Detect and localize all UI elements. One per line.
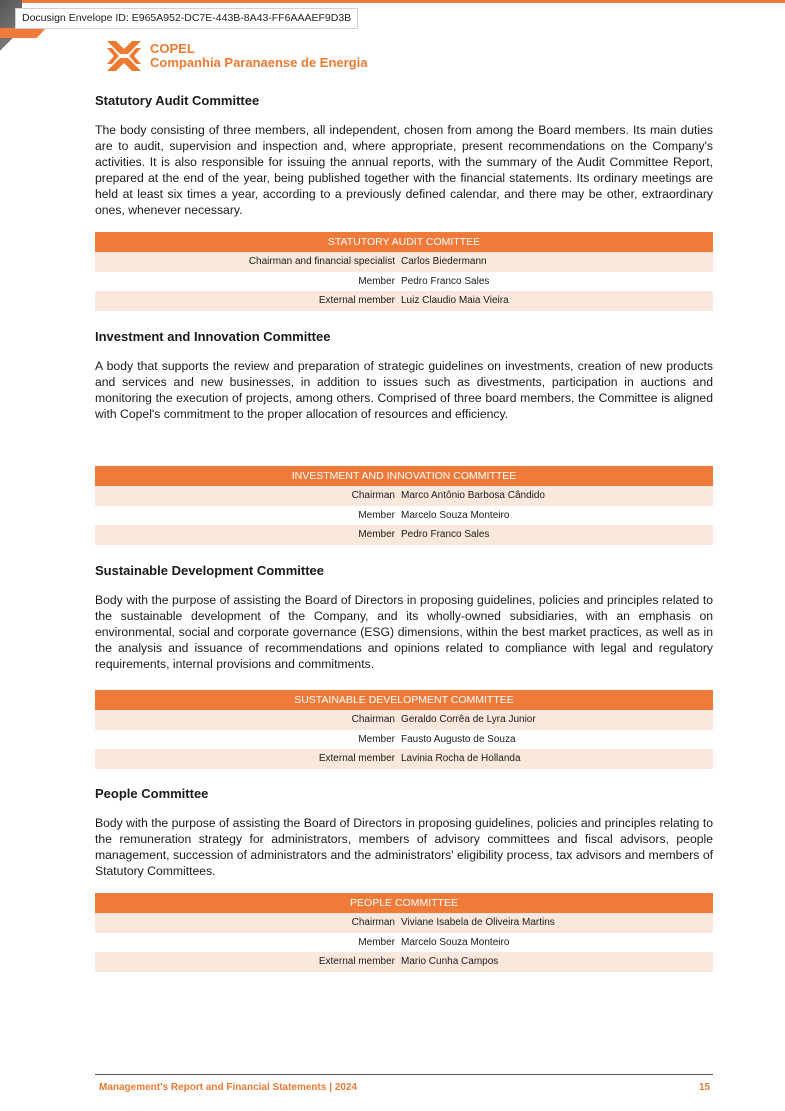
table-row bbox=[95, 730, 713, 750]
member-role: External member bbox=[318, 295, 395, 306]
member-name: Pedro Franco Sales bbox=[401, 275, 490, 287]
section-title-investment: Investment and Innovation Committee bbox=[95, 329, 331, 344]
table-row bbox=[95, 710, 713, 730]
table-header: SUSTAINABLE DEVELOPMENT COMMITTEE bbox=[95, 690, 713, 710]
page-number: 15 bbox=[699, 1082, 711, 1093]
footer-title: Management's Report and Financial Statements | 2024 bbox=[99, 1082, 358, 1093]
member-name: Marcelo Souza Monteiro bbox=[401, 936, 510, 948]
section-body-investment: A body that supports the review and preparation of strategic guidelines on investments, creation of new products and services and new businesses, in addition to issues such as divestments, participation in auctions and monitoring the execution of projects, among others. Comprised of three board members, the Committee is aligned with Copel's commitment to the proper allocation of resources and efficiency. bbox=[95, 359, 713, 421]
table-row bbox=[95, 486, 713, 506]
top-accent-rule bbox=[0, 0, 785, 3]
company-logo bbox=[104, 38, 367, 74]
footer-divider bbox=[95, 1074, 713, 1075]
member-name: Geraldo Corrêa de Lyra Junior bbox=[401, 714, 536, 725]
table-row bbox=[95, 252, 713, 272]
table-header: PEOPLE COMMITTEE bbox=[95, 893, 713, 913]
section-body-audit: The body consisting of three members, all independent, chosen from among the Board members. Its main duties are to audit, supervision and inspection and, where appropriate, present recommendations on the Company's activities. It is also responsible for issuing the annual reports, with the summary of the Audit Committee Report, prepared at the end of the year, being published together with the financial statements. Its ordinary meetings are held at least six times a year, according to a previously defined calendar, and there may be other, extraordinary ones, whenever necessary. bbox=[95, 123, 713, 217]
member-role: External member bbox=[318, 753, 395, 764]
table-row bbox=[95, 291, 713, 311]
member-role: Member bbox=[358, 275, 395, 287]
envelope-id: Docusign Envelope ID: E965A952-DC7E-443B-8A43-FF6AAAEF9D3B bbox=[15, 8, 358, 29]
people-committee-table bbox=[95, 893, 713, 972]
section-title-audit: Statutory Audit Committee bbox=[95, 93, 260, 108]
member-name: Viviane Isabela de Oliveira Martins bbox=[401, 917, 555, 928]
member-role: Chairman bbox=[351, 490, 395, 501]
member-role: External member bbox=[318, 956, 395, 967]
corner-accent bbox=[0, 28, 46, 38]
audit-committee-table bbox=[95, 232, 713, 311]
brand-name: COPEL bbox=[150, 41, 195, 56]
table-row bbox=[95, 272, 713, 292]
member-name: Pedro Franco Sales bbox=[401, 529, 490, 540]
member-role: Member bbox=[358, 509, 395, 521]
investment-committee-table bbox=[95, 466, 713, 545]
table-row bbox=[95, 749, 713, 769]
table-header: STATUTORY AUDIT COMITTEE bbox=[95, 232, 713, 252]
member-name: Mario Cunha Campos bbox=[401, 956, 499, 967]
member-role: Chairman bbox=[351, 714, 395, 725]
member-role: Chairman and financial specialist bbox=[248, 256, 395, 267]
table-row bbox=[95, 952, 713, 972]
member-name: Marcelo Souza Monteiro bbox=[401, 509, 510, 521]
member-name: Luiz Claudio Maia Vieira bbox=[401, 295, 509, 306]
member-name: Marco Antônio Barbosa Cândido bbox=[401, 490, 545, 501]
section-title-sustainable: Sustainable Development Committee bbox=[95, 563, 324, 578]
table-row bbox=[95, 933, 713, 953]
member-role: Member bbox=[358, 529, 395, 540]
sustainable-committee-table bbox=[95, 690, 713, 769]
member-name: Lavinia Rocha de Hollanda bbox=[401, 753, 521, 764]
table-row bbox=[95, 506, 713, 526]
table-header: INVESTMENT AND INNOVATION COMMITTEE bbox=[95, 466, 713, 486]
section-body-people: Body with the purpose of assisting the Board of Directors in proposing guidelines, policies and principles relating to the remuneration strategy for administrators, members of advisory committees and fiscal advisors, people management, succession of administrators and the administrators' eligibility process, tax advisors and members of Statutory Committees. bbox=[95, 816, 713, 878]
copel-logo-icon bbox=[104, 38, 144, 74]
member-role: Member bbox=[358, 936, 395, 948]
table-row bbox=[95, 913, 713, 933]
section-body-sustainable: Body with the purpose of assisting the Board of Directors in proposing guidelines, policies and principles related to the sustainable development of the Company, and its wholly-owned subsidiaries, with an emphasis on environmental, social and corporate governance (ESG) dimensions, within the best market practices, as well as in the analysis and issuance of recommendations and opinions related to compliance with legal and regulatory requirements, internal provisions and commitments. bbox=[95, 593, 713, 671]
table-row bbox=[95, 525, 713, 545]
member-role: Member bbox=[358, 733, 395, 745]
section-title-people: People Committee bbox=[95, 786, 209, 801]
member-name: Fausto Augusto de Souza bbox=[401, 733, 516, 745]
member-role: Chairman bbox=[351, 917, 395, 928]
brand-full-name: Companhia Paranaense de Energia bbox=[150, 55, 368, 70]
member-name: Carlos Biedermann bbox=[401, 256, 487, 267]
